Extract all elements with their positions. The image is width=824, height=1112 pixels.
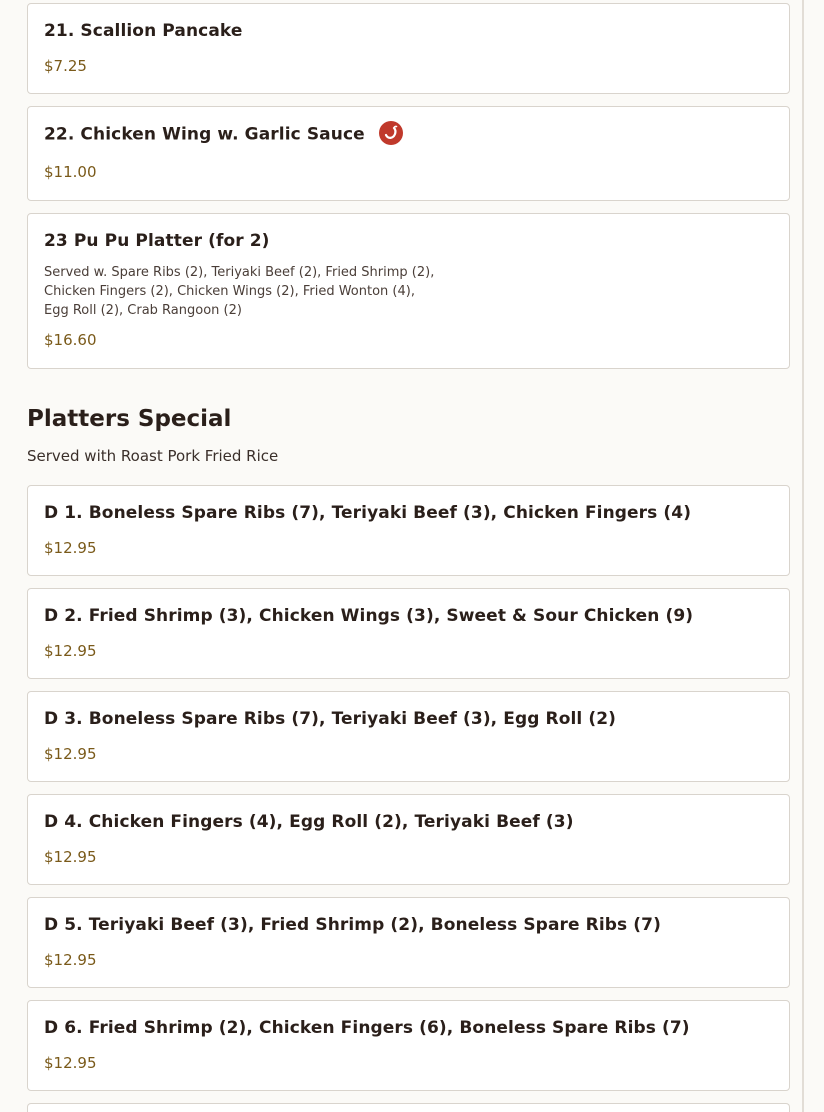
menu-item-card[interactable]: [27, 588, 790, 679]
section-subtitle: Served with Roast Pork Fried Rice: [27, 447, 279, 465]
item-price: $11.00: [44, 163, 97, 181]
section-title: Platters Special: [27, 406, 232, 432]
menu-item-card[interactable]: [27, 106, 790, 201]
item-name: 21. Scallion Pancake: [44, 21, 243, 41]
item-price: $12.95: [44, 848, 97, 866]
item-price: $12.95: [44, 745, 97, 763]
item-name: D 1. Boneless Spare Ribs (7), Teriyaki Beef (3), Chicken Fingers (4): [44, 503, 692, 523]
item-price: $16.60: [44, 331, 97, 349]
item-price: $12.95: [44, 539, 97, 557]
item-name: D 4. Chicken Fingers (4), Egg Roll (2), Teriyaki Beef (3): [44, 812, 574, 832]
menu-item-card[interactable]: [27, 897, 790, 988]
menu-item-card[interactable]: [27, 213, 790, 369]
item-name: D 3. Boneless Spare Ribs (7), Teriyaki Beef (3), Egg Roll (2): [44, 709, 617, 729]
item-name: 22. Chicken Wing w. Garlic Sauce: [44, 124, 365, 145]
page-right-divider: [802, 0, 804, 1112]
menu-item-card[interactable]: [27, 1000, 790, 1091]
description-line: Chicken Fingers (2), Chicken Wings (2), Fried Wonton (4),: [44, 284, 415, 299]
item-name-row: [44, 124, 403, 145]
menu-item-card[interactable]: [27, 485, 790, 576]
item-price: $12.95: [44, 951, 97, 969]
menu-item-card[interactable]: [27, 691, 790, 782]
spicy-chili-icon: [379, 121, 403, 145]
item-description: [44, 263, 444, 320]
description-line: Egg Roll (2), Crab Rangoon (2): [44, 303, 242, 318]
description-line: Served w. Spare Ribs (2), Teriyaki Beef (2), Fried Shrimp (2),: [44, 265, 435, 280]
menu-item-card[interactable]: [27, 1103, 790, 1112]
item-price: $12.95: [44, 1054, 97, 1072]
item-name: D 6. Fried Shrimp (2), Chicken Fingers (6), Boneless Spare Ribs (7): [44, 1018, 690, 1038]
item-name: 23 Pu Pu Platter (for 2): [44, 231, 270, 251]
item-name: D 5. Teriyaki Beef (3), Fried Shrimp (2), Boneless Spare Ribs (7): [44, 915, 661, 935]
item-price: $7.25: [44, 57, 87, 75]
menu-item-card[interactable]: [27, 794, 790, 885]
item-price: $12.95: [44, 642, 97, 660]
item-name: D 2. Fried Shrimp (3), Chicken Wings (3), Sweet & Sour Chicken (9): [44, 606, 694, 626]
menu-item-card[interactable]: [27, 3, 790, 94]
